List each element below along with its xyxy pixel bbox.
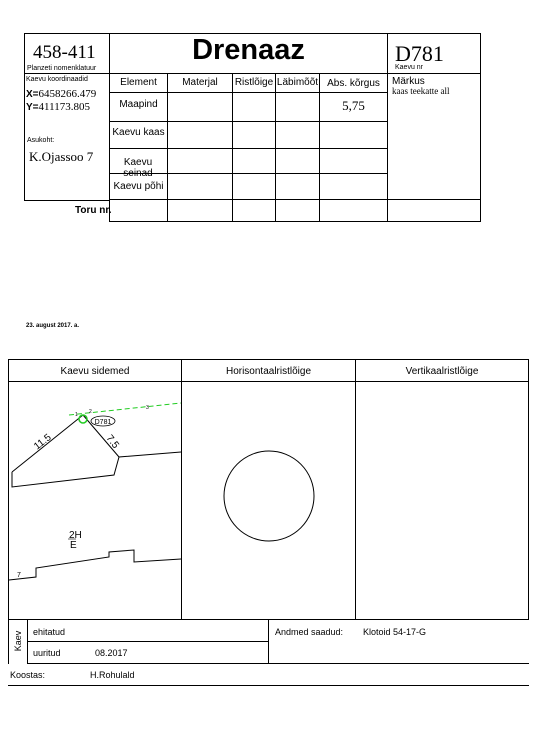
- row-kaevu-seinad: Kaevu seinad: [123, 157, 153, 179]
- lot-number: 7: [17, 572, 21, 579]
- building-label-1: 2H: [69, 530, 82, 541]
- y-label: Y=: [26, 102, 39, 113]
- header-element: Element: [120, 77, 157, 88]
- panel-title-middle: Horisontaalristlõige: [225, 366, 312, 377]
- distance-b: 7.5: [103, 433, 121, 451]
- building-label-2: E: [70, 540, 77, 551]
- panel-title-left: Kaevu sidemed: [60, 366, 130, 377]
- well-id-caption: Kaevu nr: [395, 64, 424, 71]
- building-outline-lower: [9, 550, 181, 580]
- note-value: kaas teekatte all: [392, 86, 450, 96]
- building-outline-upper: [12, 452, 181, 487]
- x-coordinate: [26, 88, 96, 100]
- point-2: 2: [89, 409, 92, 415]
- header-abs-korgus: Abs. kõrgus: [327, 78, 380, 89]
- document-date: 23. august 2017. a.: [26, 323, 80, 329]
- sheet-id-caption: Planzeti nomenklatuur: [27, 65, 97, 72]
- row-maapind: Maapind: [119, 99, 158, 110]
- y-value: 411173.805: [38, 101, 90, 113]
- location-caption: Asukoht:: [27, 137, 55, 144]
- green-dashed-line: [69, 403, 181, 415]
- horizontal-section: [182, 382, 355, 619]
- page-title: Drenaaz: [192, 34, 305, 66]
- row-kaevu-kaas: Kaevu kaas: [112, 127, 165, 138]
- row-kaevu-pohi: Kaevu põhi: [113, 181, 164, 192]
- x-label: X=: [26, 89, 39, 100]
- footer-row2-label: uuritud: [33, 648, 61, 658]
- sheet-id: 458-411: [33, 42, 96, 63]
- footer-author-label: Koostas:: [10, 670, 46, 680]
- pipe-label: Toru nr.: [75, 205, 112, 216]
- header-labimoot: Läbimõõt: [276, 77, 319, 88]
- panel-title-right: Vertikaalristlõige: [405, 366, 479, 377]
- x-value: 6458266.479: [38, 88, 97, 100]
- well-label: D781: [94, 419, 112, 426]
- footer-row1-label: ehitatud: [33, 627, 66, 637]
- header-markus: Märkus: [392, 76, 425, 87]
- location-value: K.Ojassoo 7: [29, 149, 94, 164]
- point-3: 3: [146, 405, 149, 411]
- well-section-circle: [224, 451, 314, 541]
- footer-source-value: Klotoid 54-17-G: [363, 627, 427, 637]
- well-id: D781: [395, 41, 444, 66]
- footer-author-value: H.Rohulald: [90, 670, 135, 680]
- footer-source-label: Andmed saadud:: [275, 627, 344, 637]
- distance-a: 11.5: [32, 432, 54, 453]
- point-1: 1: [75, 412, 78, 418]
- abs-korgus-maapind: 5,75: [342, 98, 365, 113]
- location-sketch: [9, 382, 181, 619]
- header-ristloige: Ristlõige: [234, 77, 274, 88]
- coords-caption: Kaevu koordinaadid: [26, 76, 88, 83]
- footer-row2-value: 08.2017: [95, 648, 128, 658]
- footer-side-label: Kaev: [13, 630, 23, 652]
- y-coordinate: [26, 101, 90, 113]
- header-materjal: Materjal: [182, 77, 218, 88]
